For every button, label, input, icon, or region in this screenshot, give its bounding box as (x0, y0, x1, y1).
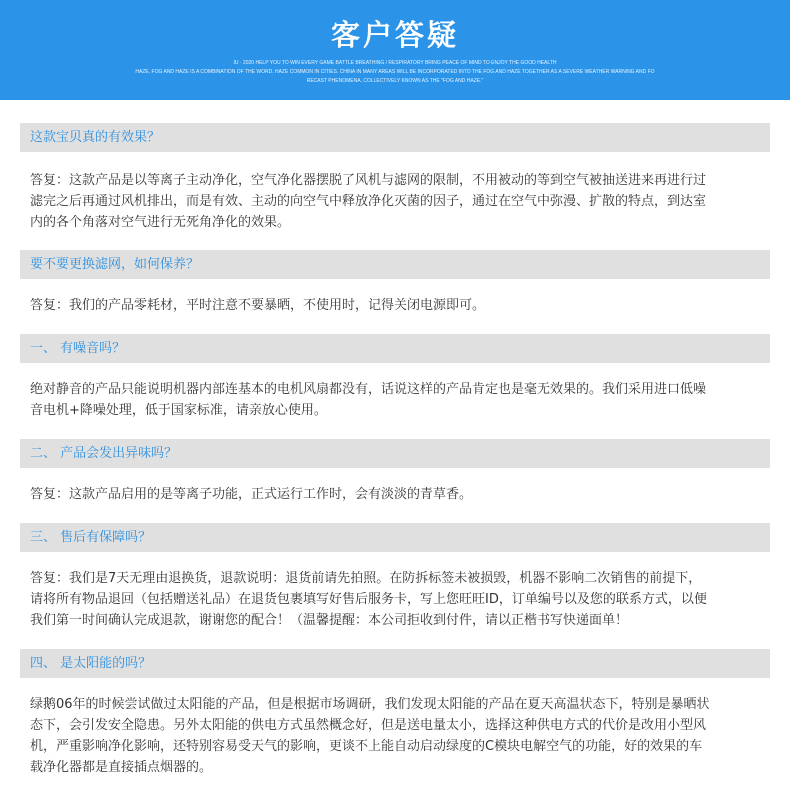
answer-line: 滤完之后再通过风机排出，而是有效、主动的向空气中释放净化灭菌的因子，通过在空气中弥漫、扩散的特点，到达室 (30, 194, 707, 209)
qa-item-after-sales (20, 523, 770, 631)
answer-text (20, 568, 770, 631)
answer-line: 绝对静音的产品只能说明机器内部连基本的电机风扇都没有，话说这样的产品肯定也是毫无效果的。我们采用进口低噪 (30, 382, 707, 397)
answer-line: 绿鹅06年的时候尝试做过太阳能的产品，但是根据市场调研，我们发现太阳能的产品在夏天高温状态下，特别是暴晒状 (30, 697, 710, 712)
answer-line: 答复：我们是7天无理由退换货，退款说明：退货前请先拍照。在防拆标签未被损毁，机器不影响二次销售的前提下， (30, 571, 702, 586)
question-heading: 这款宝贝真的有效果？ (20, 123, 770, 152)
answer-line: 答复：我们的产品零耗材，平时注意不要暴晒，不使用时，记得关闭电源即可。 (30, 298, 486, 313)
qa-item-odor (20, 439, 770, 505)
answer-line: 机，严重影响净化影响，还特别容易受天气的影响，更谈不上能自动启动绿度的C模块电解空气的功能，好的效果的车 (30, 739, 703, 754)
page-header (0, 0, 790, 100)
answer-text (20, 694, 770, 778)
header-subtitle-line: HAZE, FOG AND HAZE IS A COMBINATION OF THE WORD. HAZE COMMON IN CITIES. CHINA IN MANY AREAS WILL BE INCORPORATED INTO THE FOG AND HAZE TOGETHER AS A SEVERE WEATHER WARNING AND FO (135, 69, 655, 75)
answer-line: 内的各个角落对空气进行无死角净化的效果。 (30, 215, 291, 230)
qa-item-effectiveness (20, 123, 770, 233)
answer-line: 音电机+降噪处理，低于国家标准，请亲放心使用。 (30, 403, 327, 418)
answer-text (20, 295, 770, 316)
answer-text (20, 379, 770, 421)
header-subtitle-line: IU · 2020 HELP YOU TO WIN EVERY GAME BATTLE BREATHING / RESPIRATORY BRING PEACE OF MIND TO ENJOY THE GOOD HEALTH (233, 60, 557, 66)
qa-item-filter (20, 250, 770, 316)
question-heading: 四、 是太阳能的吗？ (20, 649, 770, 678)
qa-item-solar (20, 649, 770, 778)
question-heading: 二、 产品会发出异味吗？ (20, 439, 770, 468)
answer-line: 请将所有物品退回（包括赠送礼品）在退货包裹填写好售后服务卡，写上您旺旺ID，订单编号以及您的联系方式，以便 (30, 592, 707, 607)
qa-item-noise (20, 334, 770, 421)
answer-line: 答复：这款产品是以等离子主动净化，空气净化器摆脱了风机与滤网的限制，不用被动的等到空气被抽送进来再进行过 (30, 173, 707, 188)
header-subtitle-line: RECAST PHENOMENA, COLLECTIVELY KNOWN AS THE "FOG AND HAZE." (306, 78, 484, 84)
question-heading: 一、 有噪音吗？ (20, 334, 770, 363)
answer-line: 我们第一时间确认完成退款，谢谢您的配合！（温馨提醒：本公司拒收到付件，请以正楷书写快递面单！ (30, 613, 629, 628)
answer-text (20, 170, 770, 233)
answer-text (20, 484, 770, 505)
question-heading: 三、 售后有保障吗？ (20, 523, 770, 552)
page-title: 客户答疑 (330, 18, 459, 52)
question-heading: 要不要更换滤网，如何保养？ (20, 250, 770, 279)
answer-line: 答复：这款产品启用的是等离子功能，正式运行工作时，会有淡淡的青草香。 (30, 487, 473, 502)
answer-line: 态下，会引发安全隐患。另外太阳能的供电方式虽然概念好，但是送电量太小，选择这种供电方式的代价是改用小型风 (30, 718, 707, 733)
answer-line: 载净化器都是直接插点烟器的。 (30, 760, 213, 775)
